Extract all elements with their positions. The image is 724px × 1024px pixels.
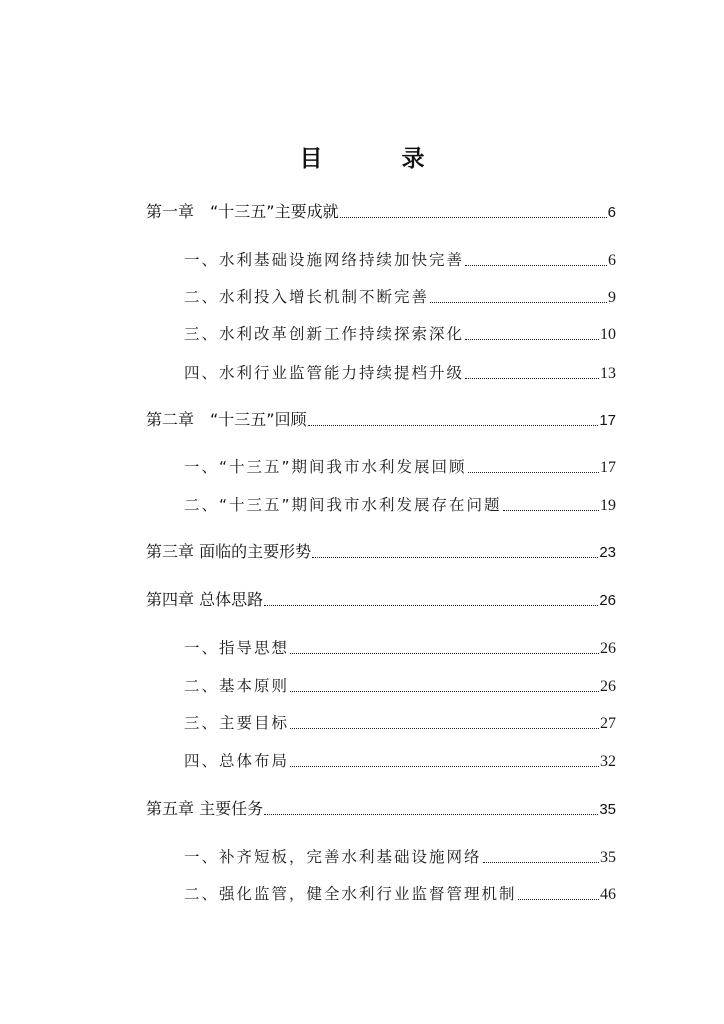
page-title: 目 录 bbox=[299, 146, 453, 172]
toc-section-1-1[interactable] bbox=[184, 248, 616, 272]
toc-section-2-1[interactable] bbox=[184, 455, 616, 479]
toc-entry-label: 第五章 主要任务 bbox=[146, 799, 264, 818]
toc-entry-label: 二、“十三五”期间我市水利发展存在问题 bbox=[184, 496, 502, 514]
toc-entry-label: 一、水利基础设施网络持续加快完善 bbox=[184, 251, 465, 269]
toc-section-5-2[interactable] bbox=[184, 882, 616, 906]
toc-section-4-2[interactable] bbox=[184, 674, 616, 698]
toc-entry-label: 二、强化监管，健全水利行业监督管理机制 bbox=[184, 885, 517, 903]
dot-leader bbox=[264, 605, 598, 606]
toc-entry-label: 二、水利投入增长机制不断完善 bbox=[184, 288, 430, 306]
toc-entry-label: 第一章 “十三五”主要成就 bbox=[146, 202, 339, 221]
dot-leader bbox=[290, 728, 599, 729]
dot-leader bbox=[465, 339, 599, 340]
toc-entry-label: 一、“十三五”期间我市水利发展回顾 bbox=[184, 458, 467, 476]
dot-leader bbox=[290, 691, 599, 692]
toc-chapter-2[interactable] bbox=[146, 408, 616, 432]
toc-page-number: 19 bbox=[600, 497, 616, 514]
toc-page-number: 26 bbox=[600, 640, 616, 657]
dot-leader bbox=[430, 302, 607, 303]
dot-leader bbox=[290, 653, 599, 654]
toc-chapter-1[interactable] bbox=[146, 200, 616, 224]
dot-leader bbox=[468, 472, 599, 473]
toc-page-number: 6 bbox=[608, 252, 616, 269]
toc-entry-label: 第三章 面临的主要形势 bbox=[146, 542, 312, 561]
dot-leader bbox=[264, 814, 598, 815]
toc-section-4-1[interactable] bbox=[184, 636, 616, 660]
toc-page-number: 6 bbox=[607, 204, 616, 221]
dot-leader bbox=[518, 899, 599, 900]
dot-leader bbox=[340, 217, 607, 218]
toc-section-1-3[interactable] bbox=[184, 322, 616, 346]
toc-page-number: 32 bbox=[600, 753, 616, 770]
toc-section-1-2[interactable] bbox=[184, 285, 616, 309]
toc-entry-label: 四、水利行业监管能力持续提档升级 bbox=[184, 364, 465, 382]
toc-page-number: 46 bbox=[600, 886, 616, 903]
toc-section-2-2[interactable] bbox=[184, 493, 616, 517]
dot-leader bbox=[312, 557, 598, 558]
toc-section-1-4[interactable] bbox=[184, 361, 616, 385]
dot-leader bbox=[465, 265, 607, 266]
toc-entry-label: 一、指导思想 bbox=[184, 639, 290, 657]
toc-page-number: 17 bbox=[600, 459, 616, 476]
toc-entry-label: 第四章 总体思路 bbox=[146, 590, 264, 609]
toc-page-number: 13 bbox=[600, 365, 616, 382]
toc-entry-label: 四、总体布局 bbox=[184, 752, 290, 770]
toc-page-number: 10 bbox=[600, 326, 616, 343]
toc-page-number: 27 bbox=[600, 715, 616, 732]
toc-section-4-3[interactable] bbox=[184, 711, 616, 735]
toc-page-number: 26 bbox=[600, 678, 616, 695]
toc-page-number: 23 bbox=[599, 544, 616, 561]
toc-section-5-1[interactable] bbox=[184, 845, 616, 869]
toc-page-number: 17 bbox=[599, 412, 616, 429]
toc-page-number: 9 bbox=[608, 289, 616, 306]
toc-chapter-3[interactable] bbox=[146, 540, 616, 564]
toc-entry-label: 二、基本原则 bbox=[184, 677, 290, 695]
dot-leader bbox=[465, 378, 599, 379]
toc-chapter-4[interactable] bbox=[146, 588, 616, 612]
dot-leader bbox=[308, 425, 599, 426]
toc-page-number: 26 bbox=[599, 592, 616, 609]
toc-section-4-4[interactable] bbox=[184, 749, 616, 773]
toc-page-number: 35 bbox=[600, 849, 616, 866]
toc-chapter-5[interactable] bbox=[146, 797, 616, 821]
toc-entry-label: 三、主要目标 bbox=[184, 714, 290, 732]
toc-page-number: 35 bbox=[599, 801, 616, 818]
toc-entry-label: 一、补齐短板，完善水利基础设施网络 bbox=[184, 848, 482, 866]
dot-leader bbox=[483, 862, 599, 863]
dot-leader bbox=[503, 510, 599, 511]
toc-entry-label: 第二章 “十三五”回顾 bbox=[146, 410, 307, 429]
toc-entry-label: 三、水利改革创新工作持续探索深化 bbox=[184, 325, 465, 343]
dot-leader bbox=[290, 766, 599, 767]
